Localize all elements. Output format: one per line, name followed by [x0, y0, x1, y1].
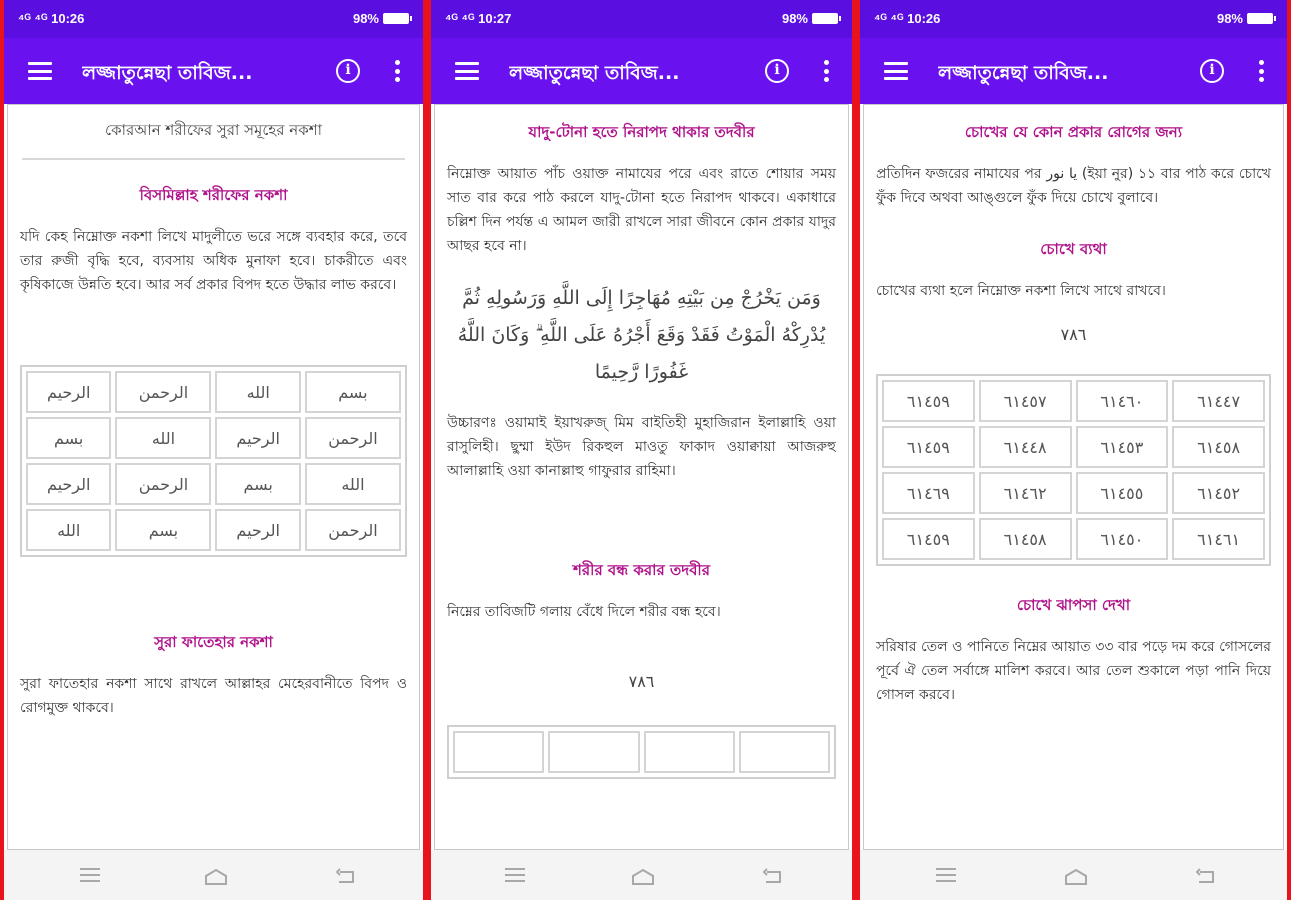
app-title: লজ্জাতুন্নেছা তাবিজ... [509, 62, 680, 84]
section-text: প্রতিদিন ফজরের নামাযের পর يا نور (ইয়া নুর) ১১ বার পাঠ করে চোখে ফুঁক দিবে অথবা আঙ্গুলে ফুঁক দিয়ে চোখে বুলাবে। [876, 166, 1271, 206]
info-icon[interactable]: i [336, 59, 360, 83]
table-cell: ٦١٤٥٩ [882, 380, 975, 422]
battery-status [782, 11, 838, 26]
naksha-table [876, 374, 1271, 566]
table-cell: ٦١٤٦٢ [979, 472, 1072, 514]
app-title: লজ্জাতুন্নেছা তাবিজ... [938, 62, 1109, 84]
table-cell: ٦١٤٥٨ [1172, 426, 1265, 468]
back-icon[interactable] [1196, 868, 1216, 884]
section-title: চোখে ঝাপসা দেখা [1016, 596, 1131, 614]
status-bar [4, 0, 423, 38]
battery-percent: 98% [1216, 11, 1243, 26]
table-cell: بسم [115, 509, 211, 551]
table-cell: ٦١٤٥٠ [1076, 518, 1169, 560]
table-cell [453, 731, 544, 773]
table-cell: الرحمن [115, 371, 211, 413]
table-cell: ٦١٤٦٠ [1076, 380, 1169, 422]
navigation-bar [860, 850, 1287, 900]
pronunciation-text: উচ্চারণঃ ওয়ামাই ইয়াখরুজ্ মিম বাইতিহী মুহাজিরান ইলাল্লাহি ওয়া রাসুলিহী। ছুম্মা ইউদ রিকহুল মাওতু ফাকাদ ওয়াক্বায়া আজরুহু আলাল্লাহি ওয়া কানাল্লাহু গাফুরার রাহিমা। [447, 415, 836, 479]
table-cell: الله [215, 371, 300, 413]
table-cell: الرحيم [215, 509, 300, 551]
naksha-number: ٧٨٦ [1060, 325, 1087, 344]
menu-icon[interactable] [28, 62, 52, 80]
naksha-table [447, 725, 836, 779]
table-cell: الله [115, 417, 211, 459]
more-vert-icon[interactable] [395, 60, 401, 82]
battery-icon [812, 13, 838, 24]
battery-status [353, 11, 409, 26]
app-bar [431, 38, 852, 104]
table-cell: الرحيم [215, 417, 300, 459]
table-cell [548, 731, 639, 773]
table-row [26, 463, 401, 505]
table-cell: ٦١٤٥٣ [1076, 426, 1169, 468]
app-bar [860, 38, 1287, 104]
table-cell: ٦١٤٦٩ [882, 472, 975, 514]
table-cell: الرحيم [26, 371, 111, 413]
table-cell: ٦١٤٥٨ [979, 518, 1072, 560]
table-row [882, 518, 1265, 560]
table-cell: الله [305, 463, 401, 505]
table-cell: ٦١٤٤٧ [1172, 380, 1265, 422]
section-text: সুরা ফাতেহার নকশা সাথে রাখলে আল্লাহর মেহেরবানীতে বিপদ ও রোগমুক্ত থাকবে। [20, 676, 407, 716]
phone-screen-2 [427, 0, 856, 900]
table-row [26, 509, 401, 551]
back-icon[interactable] [336, 868, 356, 884]
table-row [453, 731, 830, 773]
section-text: নিম্নের তাবিজটি গলায় বেঁধে দিলে শরীর বন্ধ হবে। [447, 604, 721, 620]
menu-icon[interactable] [884, 62, 908, 80]
battery-icon [383, 13, 409, 24]
table-cell: الرحيم [26, 463, 111, 505]
section-title: বিসমিল্লাহ শরীফের নকশা [139, 186, 288, 204]
menu-icon[interactable] [455, 62, 479, 80]
table-row [882, 472, 1265, 514]
status-time: ⁴ᴳ ⁴ᴳ 10:27 [445, 11, 512, 26]
battery-percent: 98% [781, 11, 808, 26]
naksha-number: ٧٨٦ [628, 672, 655, 691]
section-title: শরীর বন্ধ করার তদবীর [573, 561, 710, 579]
table-cell: بسم [305, 371, 401, 413]
content-area[interactable] [863, 104, 1284, 850]
phone-screen-3 [856, 0, 1291, 900]
table-cell: ٦١٤٥٥ [1076, 472, 1169, 514]
table-row [882, 426, 1265, 468]
info-icon[interactable]: i [765, 59, 789, 83]
section-text: চোখের ব্যথা হলে নিম্নোক্ত নকশা লিখে সাথে রাখবে। [876, 283, 1166, 299]
table-cell: ٦١٤٥٧ [979, 380, 1072, 422]
content-area[interactable] [7, 104, 420, 850]
table-cell: بسم [215, 463, 300, 505]
navigation-bar [431, 850, 852, 900]
more-vert-icon[interactable] [1259, 60, 1265, 82]
table-row [26, 417, 401, 459]
section-text: নিম্নোক্ত আয়াত পাঁচ ওয়াক্ত নামাযের পরে এবং রাতে শোয়ার সময় সাত বার করে পাঠ করলে যাদু-টোনা হতে নিরাপদ থাকবে। একাধারে চল্লিশ দিন পর্যন্ত এ আমল জারী রাখলে সারা জীবনে কোন প্রকার যাদুর আছর হবে না। [447, 166, 836, 254]
battery-percent: 98% [352, 11, 379, 26]
table-cell: ٦١٤٥٩ [882, 426, 975, 468]
status-time: ⁴ᴳ ⁴ᴳ 10:26 [874, 11, 941, 26]
table-row [26, 371, 401, 413]
app-title: লজ্জাতুন্নেছা তাবিজ... [82, 62, 253, 84]
info-icon[interactable]: i [1200, 59, 1224, 83]
table-cell [739, 731, 830, 773]
home-icon[interactable] [1064, 868, 1088, 886]
recent-apps-icon[interactable] [80, 868, 100, 886]
home-icon[interactable] [204, 868, 228, 886]
section-text: সরিষার তেল ও পানিতে নিম্নের আয়াত ৩৩ বার পড়ে দম করে গোসলের পূর্বে ঐ তেল সর্বাঙ্গে মালিশ করবে। আর তেল শুকালে পড়া পানি দিয়ে গোসল করবে। [876, 639, 1271, 703]
section-text: যদি কেহ নিম্নোক্ত নকশা লিখে মাদুলীতে ভরে সঙ্গে ব্যবহার করে, তবে তার রুজী বৃদ্ধি হবে, ব্যবসায় অধিক মুনাফা হবে। চাকরীতে এবং কৃষিকাজে উন্নতি হবে। আর সর্ব প্রকার বিপদ হতে উদ্ধার লাভ করবে। [20, 229, 407, 293]
section-title: চোখে ব্যথা [1040, 240, 1107, 258]
recent-apps-icon[interactable] [505, 868, 525, 886]
navigation-bar [4, 850, 423, 900]
table-cell: الله [26, 509, 111, 551]
page-caption: কোরআন শরীফের সুরা সমূহের নকশা [22, 119, 405, 160]
section-title: যাদু-টোনা হতে নিরাপদ থাকার তদবীর [528, 123, 755, 141]
table-cell: ٦١٤٦١ [1172, 518, 1265, 560]
battery-status [1217, 11, 1273, 26]
home-icon[interactable] [631, 868, 655, 886]
table-cell: ٦١٤٥٢ [1172, 472, 1265, 514]
table-cell: الرحمن [115, 463, 211, 505]
table-cell: ٦١٤٤٨ [979, 426, 1072, 468]
section-title: চোখের যে কোন প্রকার রোগের জন্য [964, 123, 1183, 141]
status-bar [431, 0, 852, 38]
section-title: সুরা ফাতেহার নকশা [154, 633, 273, 651]
more-vert-icon[interactable] [824, 60, 830, 82]
naksha-table [20, 365, 407, 557]
phone-screen-1 [0, 0, 427, 900]
battery-icon [1247, 13, 1273, 24]
table-cell: بسم [26, 417, 111, 459]
app-bar [4, 38, 423, 104]
table-cell [644, 731, 735, 773]
table-cell: الرحمن [305, 509, 401, 551]
back-icon[interactable] [763, 868, 783, 884]
arabic-verse: وَمَن يَخْرُجْ مِن بَيْتِهِ مُهَاجِرًا إِلَى اللَّهِ وَرَسُولِهِ ثُمَّ يُدْرِكْهُ الْمَوْتُ فَقَدْ وَقَعَ أَجْرُهُ عَلَى اللَّهِ ۗ وَكَانَ اللَّهُ غَفُورًا رَّحِيمًا [457, 287, 826, 383]
status-bar [860, 0, 1287, 38]
content-area[interactable] [434, 104, 849, 850]
status-time: ⁴ᴳ ⁴ᴳ 10:26 [18, 11, 85, 26]
table-row [882, 380, 1265, 422]
table-cell: ٦١٤٥٩ [882, 518, 975, 560]
table-cell: الرحمن [305, 417, 401, 459]
recent-apps-icon[interactable] [936, 868, 956, 886]
